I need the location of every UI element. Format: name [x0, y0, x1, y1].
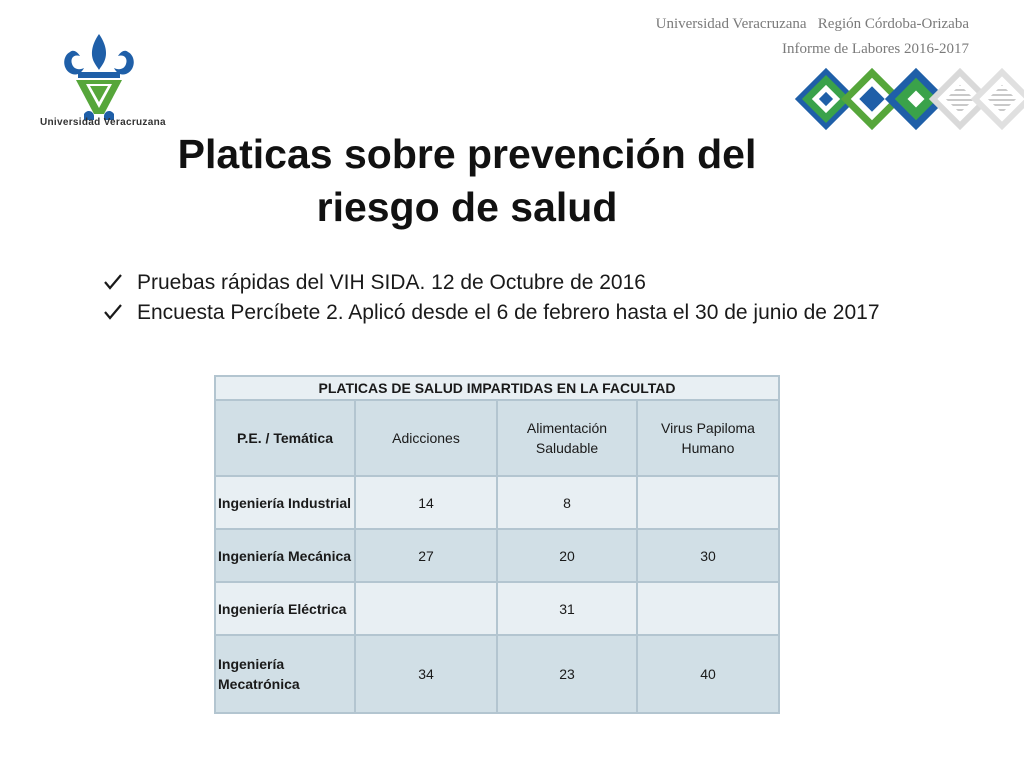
- table-header-row: [215, 400, 779, 476]
- row-label: Ingeniería Mecánica: [215, 529, 355, 582]
- bullet-text: Encuesta Percíbete 2. Aplicó desde el 6 de febrero hasta el 30 de junio de 2017: [137, 301, 880, 324]
- row-label: Ingeniería Mecatrónica: [215, 635, 355, 713]
- table-cell: 23: [497, 635, 637, 713]
- bullet-text: Pruebas rápidas del VIH SIDA. 12 de Octubre de 2016: [137, 271, 646, 294]
- table-cell: [637, 582, 779, 635]
- column-header: Virus Papiloma Humano: [637, 400, 779, 476]
- table-cell: [637, 476, 779, 529]
- table-cell: 30: [637, 529, 779, 582]
- checkmark-icon: [104, 304, 122, 320]
- decorative-geometric-logo: [792, 66, 1024, 132]
- bullet-item: [104, 268, 924, 298]
- table-cell: 34: [355, 635, 497, 713]
- table-row: [215, 635, 779, 713]
- logo-caption: Universidad Veracruzana: [40, 117, 166, 128]
- title-line-1: Platicas sobre prevención del: [177, 131, 757, 177]
- title-line-2: riesgo de salud: [316, 184, 618, 230]
- table-cell: [355, 582, 497, 635]
- row-label: Ingeniería Industrial: [215, 476, 355, 529]
- column-header: Adicciones: [355, 400, 497, 476]
- header-institution: Universidad Veracruzana Región Córdoba-Orizaba: [655, 16, 969, 32]
- bullet-item: [104, 298, 924, 328]
- table-caption: PLATICAS DE SALUD IMPARTIDAS EN LA FACULTAD: [215, 376, 779, 400]
- column-header: Alimentación Saludable: [497, 400, 637, 476]
- table-cell: 27: [355, 529, 497, 582]
- table-cell: 31: [497, 582, 637, 635]
- slide-title: [130, 128, 804, 234]
- column-header: P.E. / Temática: [215, 400, 355, 476]
- table-row: [215, 582, 779, 635]
- table-row: [215, 529, 779, 582]
- row-label: Ingeniería Eléctrica: [215, 582, 355, 635]
- table-cell: 8: [497, 476, 637, 529]
- table-cell: 14: [355, 476, 497, 529]
- health-talks-table: [214, 375, 780, 714]
- table-cell: 20: [497, 529, 637, 582]
- table-row: [215, 476, 779, 529]
- checkmark-icon: [104, 274, 122, 290]
- bullet-list: [104, 268, 924, 328]
- table-cell: 40: [637, 635, 779, 713]
- header-report: Informe de Labores 2016-2017: [781, 41, 969, 57]
